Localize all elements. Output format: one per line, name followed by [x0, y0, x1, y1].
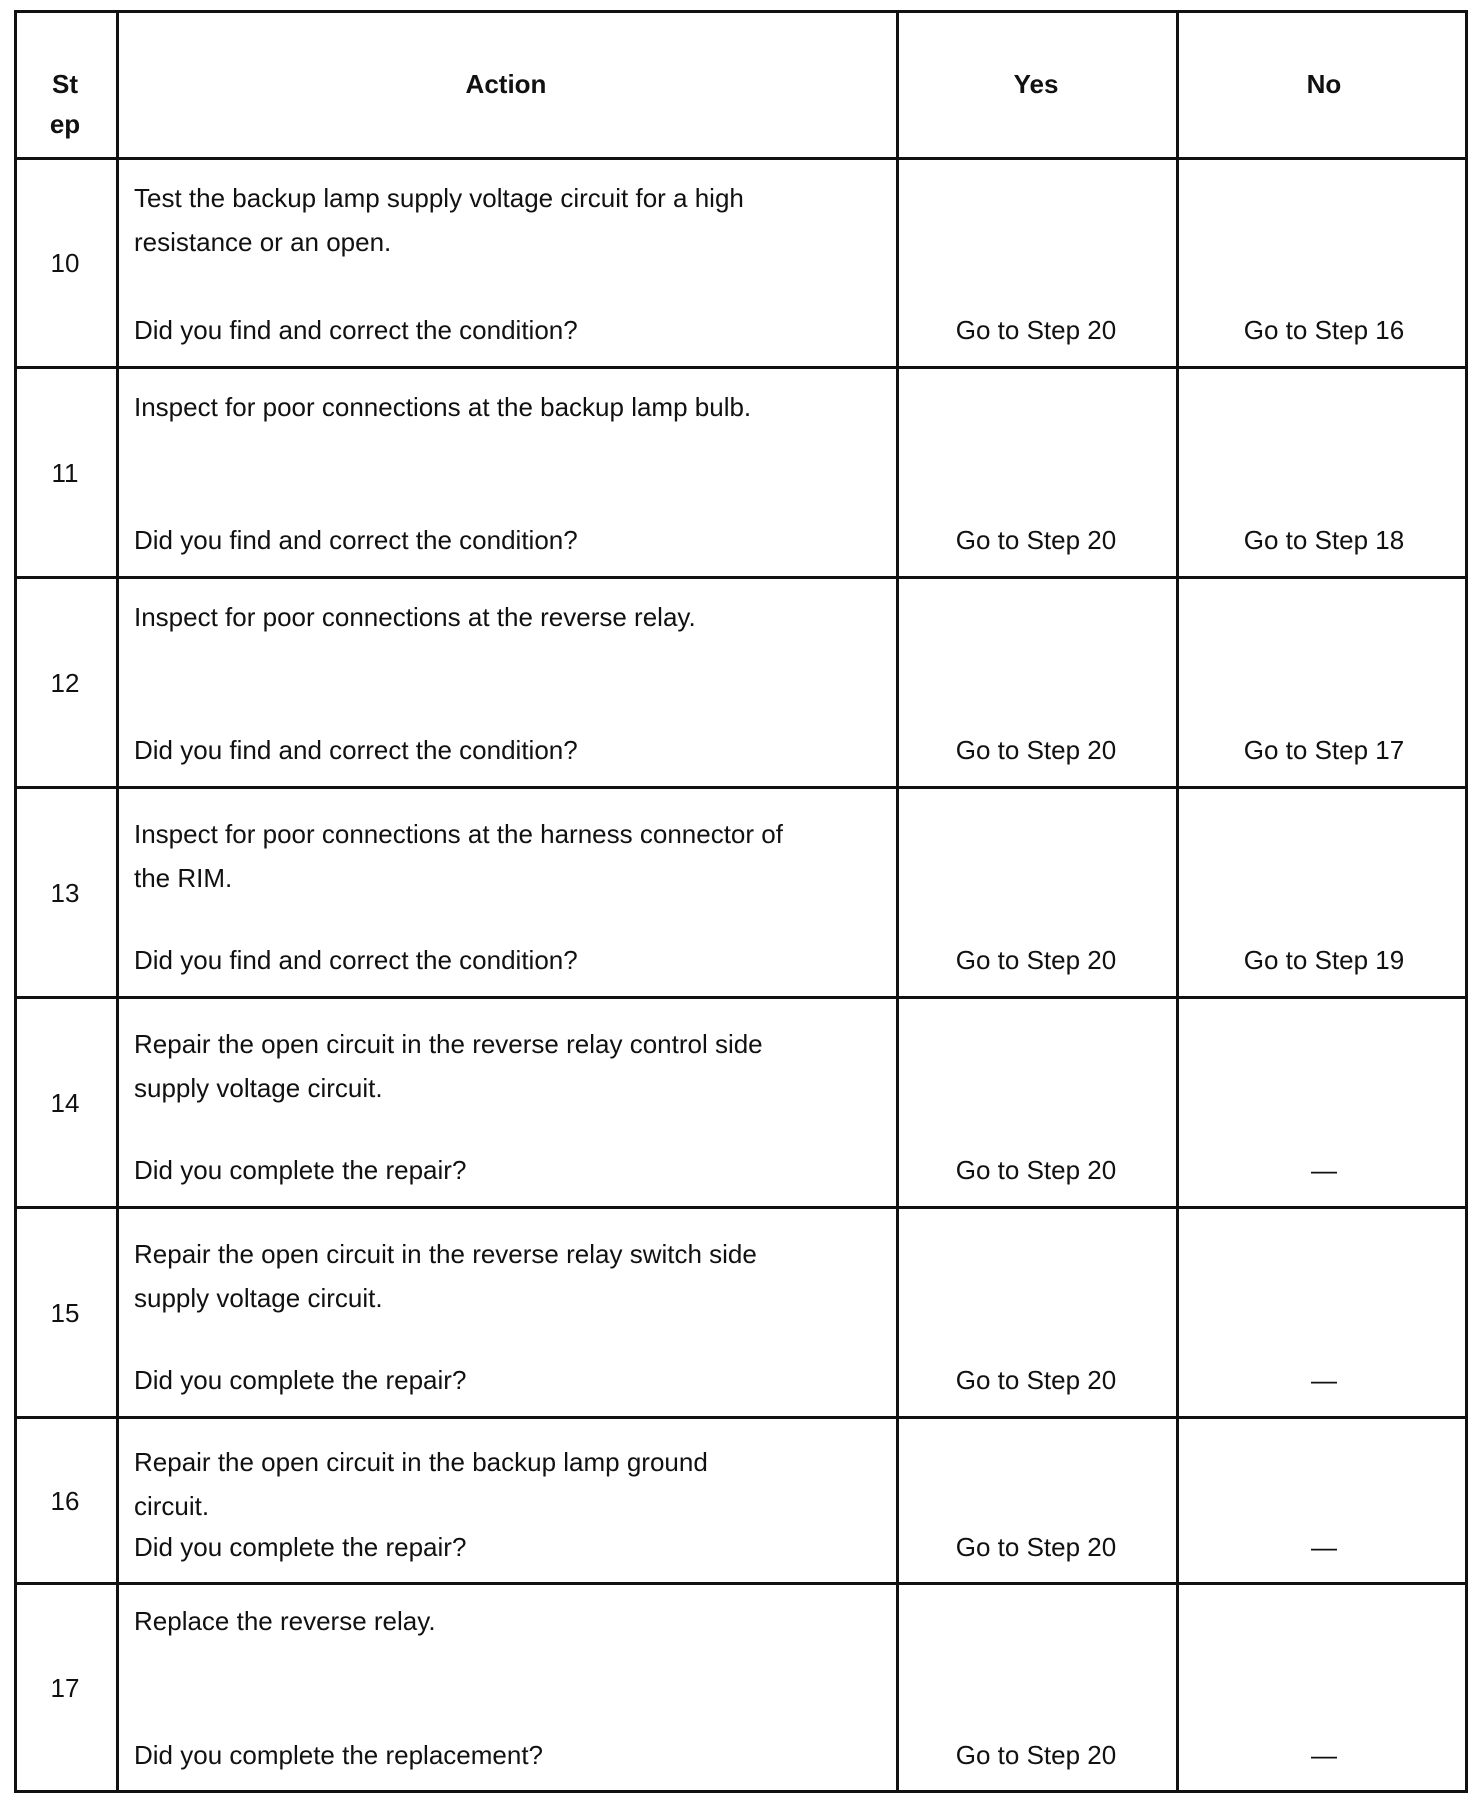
step-number: 11: [51, 458, 79, 488]
action-question: Did you complete the replacement?: [134, 1740, 544, 1770]
row-divider: [14, 157, 1468, 160]
step-number: 14: [50, 1088, 80, 1118]
table-border-top: [14, 10, 1468, 13]
action-text: Repair the open circuit in the reverse relay control side supply voltage circuit.: [134, 1029, 763, 1103]
action-text: Inspect for poor connections at the backup lamp bulb.: [134, 392, 752, 422]
no-result: —: [1311, 1532, 1337, 1562]
table-border-right: [1465, 10, 1468, 1793]
row-divider: [14, 576, 1468, 579]
yes-result: Go to Step 20: [955, 1532, 1117, 1562]
yes-result: Go to Step 20: [955, 1365, 1117, 1395]
action-question: Did you find and correct the condition?: [134, 315, 578, 345]
no-result: Go to Step 16: [1243, 315, 1405, 345]
column-divider-action: [896, 10, 899, 1793]
step-number: 15: [50, 1298, 80, 1328]
action-text: Replace the reverse relay.: [134, 1606, 436, 1636]
row-divider: [14, 996, 1468, 999]
column-divider-step: [116, 10, 119, 1793]
yes-result: Go to Step 20: [955, 525, 1117, 555]
action-question: Did you complete the repair?: [134, 1155, 467, 1185]
yes-result: Go to Step 20: [955, 945, 1117, 975]
step-number: 12: [50, 668, 80, 698]
yes-result: Go to Step 20: [955, 315, 1117, 345]
action-question: Did you find and correct the condition?: [134, 735, 578, 765]
action-text: Repair the open circuit in the reverse relay switch side supply voltage circuit.: [134, 1239, 757, 1313]
row-divider: [14, 786, 1468, 789]
header-action: Action: [465, 69, 547, 99]
action-question: Did you complete the repair?: [134, 1365, 467, 1395]
yes-result: Go to Step 20: [955, 735, 1117, 765]
action-question: Did you find and correct the condition?: [134, 945, 578, 975]
row-divider: [14, 1416, 1468, 1419]
table-border-bottom: [14, 1790, 1468, 1793]
column-divider-yes: [1176, 10, 1179, 1793]
no-result: —: [1311, 1365, 1337, 1395]
no-result: Go to Step 19: [1243, 945, 1405, 975]
header-step: St ep: [49, 69, 81, 139]
header-no: No: [1306, 69, 1342, 99]
no-result: —: [1311, 1740, 1337, 1770]
no-result: Go to Step 18: [1243, 525, 1405, 555]
yes-result: Go to Step 20: [955, 1155, 1117, 1185]
row-divider: [14, 366, 1468, 369]
step-number: 16: [50, 1486, 80, 1516]
row-divider: [14, 1582, 1468, 1585]
step-number: 10: [50, 248, 80, 278]
step-number: 17: [50, 1673, 80, 1703]
action-text: Repair the open circuit in the backup lamp ground circuit.: [134, 1447, 708, 1521]
action-text: Inspect for poor connections at the harness connector of the RIM.: [134, 819, 783, 893]
no-result: —: [1311, 1155, 1337, 1185]
yes-result: Go to Step 20: [955, 1740, 1117, 1770]
header-yes: Yes: [1013, 69, 1059, 99]
action-text: Inspect for poor connections at the reverse relay.: [134, 602, 696, 632]
no-result: Go to Step 17: [1243, 735, 1405, 765]
action-question: Did you complete the repair?: [134, 1532, 467, 1562]
step-number: 13: [50, 878, 80, 908]
action-text: Test the backup lamp supply voltage circuit for a high resistance or an open.: [134, 183, 744, 257]
action-question: Did you find and correct the condition?: [134, 525, 578, 555]
row-divider: [14, 1206, 1468, 1209]
